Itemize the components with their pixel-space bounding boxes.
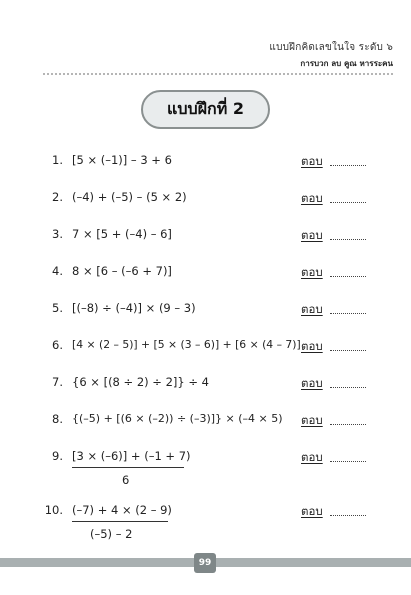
problem-3 [0,227,411,247]
problem-1 [0,153,411,173]
page-number: 99 [194,553,216,573]
answer-blank[interactable] [330,276,366,277]
answer-blank[interactable] [330,202,366,203]
fraction-denominator: (–5) – 2 [90,527,133,541]
answer-blank[interactable] [330,165,366,166]
fraction-bar [72,521,168,522]
dotted-divider [43,73,393,75]
problem-5 [0,301,411,321]
fraction-numerator: (–7) + 4 × (2 – 9) [72,503,172,517]
problem-number: 10. [44,503,63,517]
answer-label: ตอบ [301,154,323,168]
answer-blank[interactable] [330,350,366,351]
answer-label: ตอบ [301,504,323,518]
answer-blank[interactable] [330,239,366,240]
problem-number: 1. [52,153,63,167]
problem-expression: [(–8) ÷ (–4)] × (9 – 3) [72,301,196,315]
answer-label: ตอบ [301,339,323,353]
answer-label: ตอบ [301,302,323,316]
problem-number: 7. [52,375,63,389]
problem-number: 9. [52,449,63,463]
problem-9 [0,449,411,494]
fraction-denominator: 6 [122,473,130,487]
answer-blank[interactable] [330,461,366,462]
answer-label: ตอบ [301,191,323,205]
answer-label: ตอบ [301,450,323,464]
problem-6 [0,338,411,358]
problem-7 [0,375,411,395]
problem-expression: {6 × [(8 ÷ 2) ÷ 2]} ÷ 4 [72,375,209,389]
problem-expression: 7 × [5 + (–4) – 6] [72,227,172,241]
problem-number: 3. [52,227,63,241]
problem-8 [0,412,411,432]
answer-label: ตอบ [301,265,323,279]
problem-number: 4. [52,264,63,278]
problem-expression: 8 × [6 – (–6 + 7)] [72,264,172,278]
answer-blank[interactable] [330,515,366,516]
problem-10 [0,503,411,548]
problem-number: 8. [52,412,63,426]
header-title: แบบฝึกคิดเลขในใจ ระดับ ๖ [269,42,393,53]
answer-blank[interactable] [330,313,366,314]
problem-number: 5. [52,301,63,315]
problem-expression: [5 × (–1)] – 3 + 6 [72,153,172,167]
answer-blank[interactable] [330,424,366,425]
answer-label: ตอบ [301,413,323,427]
header-subtitle: การบวก ลบ คูณ หารระคน [300,59,393,68]
problem-4 [0,264,411,284]
problem-expression: {(–5) + [(6 × (–2)) ÷ (–3)]} × (–4 × 5) [72,412,283,425]
answer-label: ตอบ [301,376,323,390]
answer-blank[interactable] [330,387,366,388]
problem-2 [0,190,411,210]
section-title: แบบฝึกที่ 2 [141,90,270,129]
fraction-numerator: [3 × (–6)] + (–1 + 7) [72,449,191,463]
problem-number: 6. [52,338,63,352]
problem-expression: (–4) + (–5) – (5 × 2) [72,190,187,204]
fraction-bar [72,467,184,468]
problem-number: 2. [52,190,63,204]
problem-expression: [4 × (2 – 5)] + [5 × (3 – 6)] + [6 × (4 – 7)] [72,338,301,351]
answer-label: ตอบ [301,228,323,242]
